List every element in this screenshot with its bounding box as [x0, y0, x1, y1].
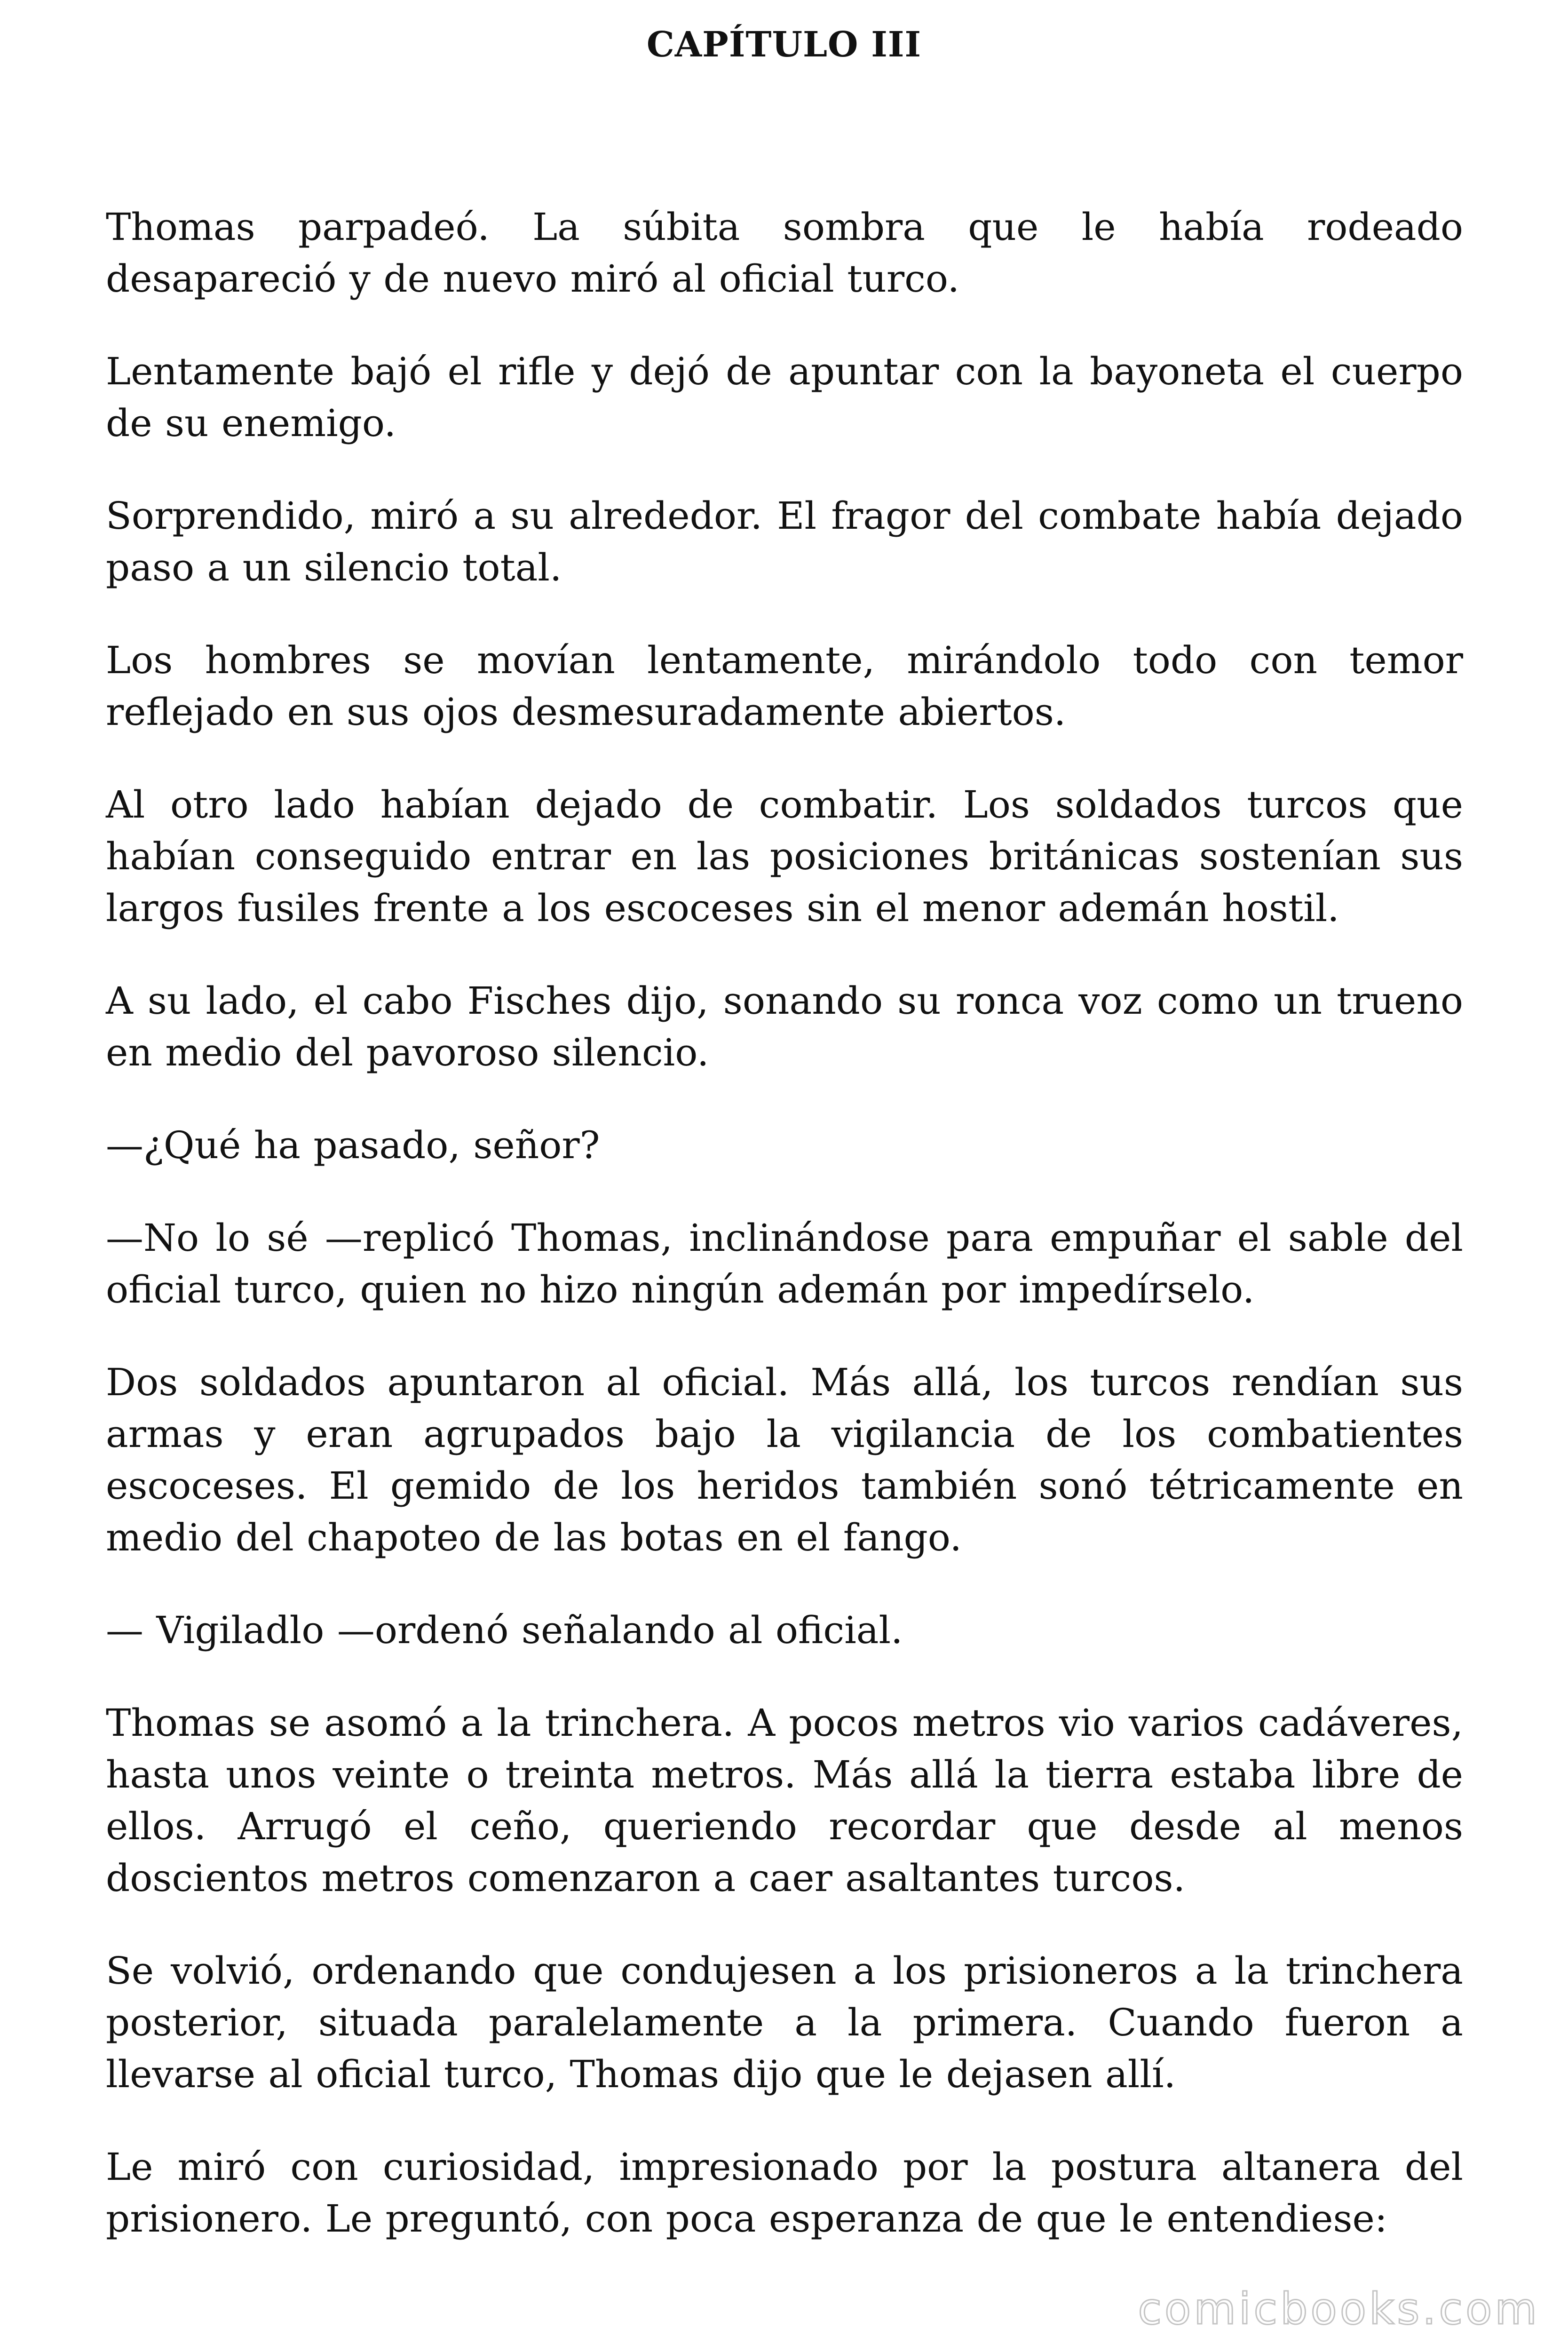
- watermark: comicbooks.com: [1138, 2284, 1540, 2334]
- dialogue-line: —No lo sé —replicó Thomas, inclinándose para empuñar el sable del oficial turco, quien no hizo ningún ademán por impedírselo.: [106, 1216, 1463, 1311]
- dialogue-line: — Vigiladlo —ordenó señalando al oficial.: [106, 1608, 903, 1652]
- book-page-text: [106, 201, 1463, 2286]
- paragraph: Al otro lado habían dejado de combatir. Los soldados turcos que habían conseguido entrar en las posiciones británicas sostenían sus largos fusiles frente a los escoceses sin el menor ademán hostil.: [106, 783, 1463, 930]
- paragraph: Thomas se asomó a la trinchera. A pocos metros vio varios cadáveres, hasta unos veinte o treinta metros. Más allá la tierra estaba libre de ellos. Arrugó el ceño, queriendo recordar que desde al menos doscientos metros comenzaron a caer asaltantes turcos.: [106, 1701, 1463, 1900]
- dialogue-line: —¿Qué ha pasado, señor?: [106, 1123, 600, 1167]
- paragraph: Le miró con curiosidad, impresionado por la postura altanera del prisionero. Le preguntó, con poca esperanza de que le entendiese:: [106, 2145, 1463, 2241]
- paragraph: Dos soldados apuntaron al oficial. Más allá, los turcos rendían sus armas y eran agrupados bajo la vigilancia de los combatientes escoceses. El gemido de los heridos también sonó tétricamente en medio del chapoteo de las botas en el fango.: [106, 1360, 1463, 1559]
- paragraph: Lentamente bajó el rifle y dejó de apuntar con la bayoneta el cuerpo de su enemigo.: [106, 350, 1463, 445]
- chapter-title: CAPÍTULO III: [646, 24, 922, 65]
- paragraph: Se volvió, ordenando que condujesen a los prisioneros a la trinchera posterior, situada paralelamente a la primera. Cuando fueron a llevarse al oficial turco, Thomas dijo que le dejasen allí.: [106, 1949, 1463, 2096]
- paragraph: A su lado, el cabo Fisches dijo, sonando su ronca voz como un trueno en medio del pavoroso silencio.: [106, 979, 1463, 1074]
- paragraph: Los hombres se movían lentamente, mirándolo todo con temor reflejado en sus ojos desmesuradamente abiertos.: [106, 638, 1463, 734]
- paragraph: Sorprendido, miró a su alrededor. El fragor del combate había dejado paso a un silencio total.: [106, 494, 1463, 589]
- paragraph: Thomas parpadeó. La súbita sombra que le había rodeado desapareció y de nuevo miró al oficial turco.: [106, 205, 1463, 301]
